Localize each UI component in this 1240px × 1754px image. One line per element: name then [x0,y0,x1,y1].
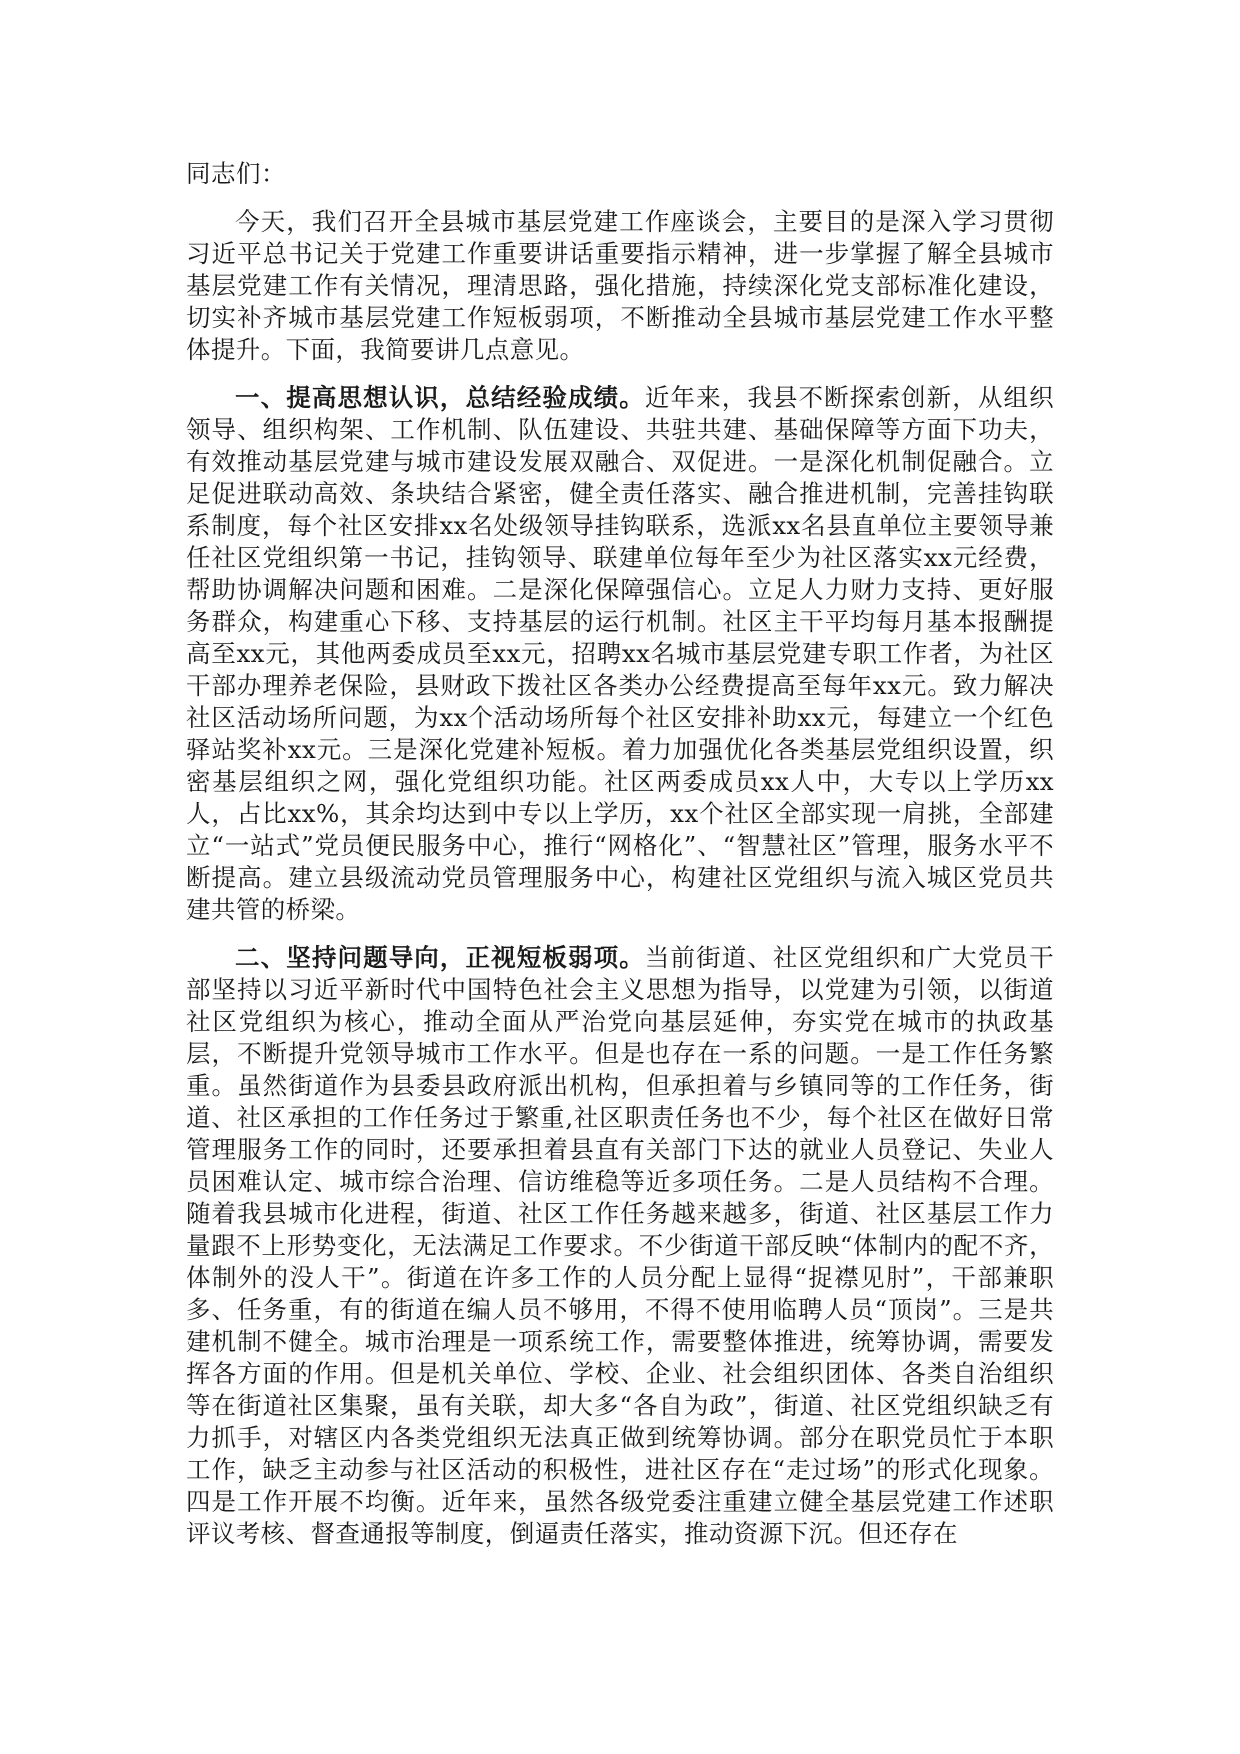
section-1-paragraph [186,382,1054,926]
salutation: 同志们： [186,159,286,188]
section-1-body: 近年来，我县不断探索创新，从组织领导、组织构架、工作机制、队伍建设、共驻共建、基础保障等方面下功夫，有效推动基层党建与城市建设发展双融合、双促进。一是深化机制促融合。立足促进联动高效、条块结合紧密，健全责任落实、融合推进机制，完善挂钩联系制度，每个社区安排xx名处级领导挂钩联系，选派xx名县直单位主要领导兼任社区党组织第一书记，挂钩领导、联建单位每年至少为社区落实xx元经费，帮助协调解决问题和困难。二是深化保障强信心。立足人力财力支持、更好服务群众，构建重心下移、支持基层的运行机制。社区主干平均每月基本报酬提高至xx元，其他两委成员至xx元，招聘xx名城市基层党建专职工作者，为社区干部办理养老保险，县财政下拨社区各类办公经费提高至每年xx元。致力解决社区活动场所问题，为xx个活动场所每个社区安排补助xx元，每建立一个红色驿站奖补xx元。三是深化党建补短板。着力加强优化各类基层党组织设置，织密基层组织之网，强化党组织功能。社区两委成员xx人中，大专以上学历xx人，占比xx%，其余均达到中专以上学历，xx个社区全部实现一肩挑，全部建立“一站式”党员便民服务中心，推行“网格化”、“智慧社区”管理，服务水平不断提高。建立县级流动党员管理服务中心，构建社区党组织与流入城区党员共建共管的桥梁。 [186,383,1054,924]
section-2-body: 当前街道、社区党组织和广大党员干部坚持以习近平新时代中国特色社会主义思想为指导，以党建为引领，以街道社区党组织为核心，推动全面从严治党向基层延伸，夯实党在城市的执政基层，不断提升党领导城市工作水平。但是也存在一系的问题。一是工作任务繁重。虽然街道作为县委县政府派出机构，但承担着与乡镇同等的工作任务，街道、社区承担的工作任务过于繁重,社区职责任务也不少，每个社区在做好日常管理服务工作的同时，还要承担着县直有关部门下达的就业人员登记、失业人员困难认定、城市综合治理、信访维稳等近多项任务。二是人员结构不合理。随着我县城市化进程，街道、社区工作任务越来越多，街道、社区基层工作力量跟不上形势变化，无法满足工作要求。不少街道干部反映“体制内的配不齐，体制外的没人干”。街道在许多工作的人员分配上显得“捉襟见肘”，干部兼职多、任务重，有的街道在编人员不够用，不得不使用临聘人员“顶岗”。三是共建机制不健全。城市治理是一项系统工作，需要整体推进，统筹协调，需要发挥各方面的作用。但是机关单位、学校、企业、社会组织团体、各类自治组织等在街道社区集聚，虽有关联，却大多“各自为政”，街道、社区党组织缺乏有力抓手，对辖区内各类党组织无法真正做到统筹协调。部分在职党员忙于本职工作，缺乏主动参与社区活动的积极性，进社区存在“走过场”的形式化现象。四是工作开展不均衡。近年来，虽然各级党委注重建立健全基层党建工作述职评议考核、督查通报等制度，倒逼责任落实，推动资源下沉。但还存在 [186,943,1054,1548]
section-2-heading: 二、坚持问题导向，正视短板弱项。 [235,943,645,972]
document-body [186,158,1054,1566]
intro-paragraph: 今天，我们召开全县城市基层党建工作座谈会，主要目的是深入学习贯彻习近平总书记关于党建工作重要讲话重要指示精神，进一步掌握了解全县城市基层党建工作有关情况，理清思路，强化措施，持续深化党支部标准化建设，切实补齐城市基层党建工作短板弱项，不断推动全县城市基层党建工作水平整体提升。下面，我简要讲几点意见。 [186,207,1054,364]
section-1-heading: 一、提高思想认识，总结经验成绩。 [235,383,645,412]
section-2-paragraph [186,942,1054,1550]
